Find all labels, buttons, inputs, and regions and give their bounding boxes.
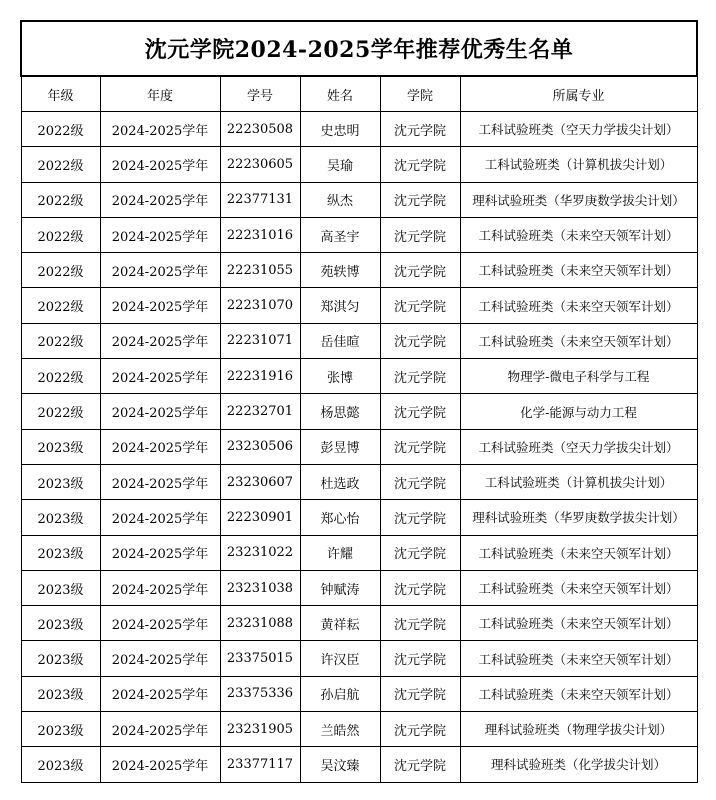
cell-college: 沈元学院 bbox=[380, 429, 460, 464]
cell-year: 2024-2025学年 bbox=[100, 747, 220, 782]
cell-name: 杜选政 bbox=[300, 464, 380, 499]
cell-student-id: 22231916 bbox=[220, 359, 300, 394]
cell-college: 沈元学院 bbox=[380, 288, 460, 323]
cell-year: 2024-2025学年 bbox=[100, 217, 220, 252]
table-row bbox=[21, 147, 697, 182]
table-row bbox=[21, 429, 697, 464]
cell-grade: 2022级 bbox=[21, 147, 100, 182]
cell-student-id: 22230605 bbox=[220, 147, 300, 182]
table-row bbox=[21, 535, 697, 570]
cell-year: 2024-2025学年 bbox=[100, 500, 220, 535]
cell-name: 兰皓然 bbox=[300, 712, 380, 747]
cell-college: 沈元学院 bbox=[380, 359, 460, 394]
cell-college: 沈元学院 bbox=[380, 570, 460, 605]
cell-major: 理科试验班类（物理学拔尖计划） bbox=[460, 712, 697, 747]
table-row bbox=[21, 394, 697, 429]
cell-grade: 2023级 bbox=[21, 429, 100, 464]
cell-major: 工科试验班类（未来空天领军计划） bbox=[460, 288, 697, 323]
cell-major: 工科试验班类（未来空天领军计划） bbox=[460, 641, 697, 676]
cell-grade: 2023级 bbox=[21, 535, 100, 570]
cell-college: 沈元学院 bbox=[380, 147, 460, 182]
cell-student-id: 23375336 bbox=[220, 676, 300, 711]
cell-grade: 2022级 bbox=[21, 359, 100, 394]
cell-major: 工科试验班类（计算机拔尖计划） bbox=[460, 464, 697, 499]
cell-name: 郑淇匀 bbox=[300, 288, 380, 323]
cell-grade: 2023级 bbox=[21, 676, 100, 711]
cell-grade: 2022级 bbox=[21, 182, 100, 217]
cell-name: 黄祥耘 bbox=[300, 606, 380, 641]
cell-grade: 2022级 bbox=[21, 323, 100, 358]
table-row bbox=[21, 712, 697, 747]
cell-college: 沈元学院 bbox=[380, 712, 460, 747]
cell-student-id: 23231022 bbox=[220, 535, 300, 570]
table-row bbox=[21, 112, 697, 147]
table-row bbox=[21, 464, 697, 499]
header-major: 所属专业 bbox=[460, 76, 697, 112]
student-list-table bbox=[20, 20, 698, 783]
cell-year: 2024-2025学年 bbox=[100, 112, 220, 147]
cell-grade: 2022级 bbox=[21, 288, 100, 323]
cell-grade: 2023级 bbox=[21, 712, 100, 747]
cell-student-id: 22230508 bbox=[220, 112, 300, 147]
cell-year: 2024-2025学年 bbox=[100, 641, 220, 676]
cell-college: 沈元学院 bbox=[380, 182, 460, 217]
cell-college: 沈元学院 bbox=[380, 323, 460, 358]
cell-grade: 2023级 bbox=[21, 500, 100, 535]
cell-year: 2024-2025学年 bbox=[100, 359, 220, 394]
cell-major: 工科试验班类（未来空天领军计划） bbox=[460, 570, 697, 605]
header-grade: 年级 bbox=[21, 76, 100, 112]
cell-major: 工科试验班类（未来空天领军计划） bbox=[460, 676, 697, 711]
header-year: 年度 bbox=[100, 76, 220, 112]
page-title: 沈元学院2024-2025学年推荐优秀生名单 bbox=[21, 21, 697, 76]
cell-college: 沈元学院 bbox=[380, 641, 460, 676]
cell-major: 工科试验班类（未来空天领军计划） bbox=[460, 535, 697, 570]
cell-name: 孙启航 bbox=[300, 676, 380, 711]
cell-college: 沈元学院 bbox=[380, 500, 460, 535]
cell-name: 吴汶臻 bbox=[300, 747, 380, 782]
cell-major: 化学-能源与动力工程 bbox=[460, 394, 697, 429]
cell-student-id: 23375015 bbox=[220, 641, 300, 676]
cell-year: 2024-2025学年 bbox=[100, 323, 220, 358]
cell-student-id: 23231905 bbox=[220, 712, 300, 747]
cell-grade: 2023级 bbox=[21, 606, 100, 641]
cell-college: 沈元学院 bbox=[380, 606, 460, 641]
cell-name: 许汉臣 bbox=[300, 641, 380, 676]
cell-major: 工科试验班类（空天力学拔尖计划） bbox=[460, 112, 697, 147]
cell-year: 2024-2025学年 bbox=[100, 676, 220, 711]
cell-grade: 2023级 bbox=[21, 747, 100, 782]
cell-name: 苑轶博 bbox=[300, 253, 380, 288]
cell-name: 张博 bbox=[300, 359, 380, 394]
cell-college: 沈元学院 bbox=[380, 394, 460, 429]
cell-student-id: 23231088 bbox=[220, 606, 300, 641]
cell-year: 2024-2025学年 bbox=[100, 253, 220, 288]
cell-major: 理科试验班类（华罗庚数学拔尖计划） bbox=[460, 500, 697, 535]
cell-student-id: 23230607 bbox=[220, 464, 300, 499]
cell-year: 2024-2025学年 bbox=[100, 288, 220, 323]
cell-student-id: 23377117 bbox=[220, 747, 300, 782]
cell-grade: 2022级 bbox=[21, 217, 100, 252]
cell-student-id: 22231016 bbox=[220, 217, 300, 252]
cell-year: 2024-2025学年 bbox=[100, 535, 220, 570]
cell-name: 钟赋涛 bbox=[300, 570, 380, 605]
cell-college: 沈元学院 bbox=[380, 676, 460, 711]
cell-student-id: 22377131 bbox=[220, 182, 300, 217]
cell-college: 沈元学院 bbox=[380, 217, 460, 252]
cell-grade: 2022级 bbox=[21, 253, 100, 288]
cell-year: 2024-2025学年 bbox=[100, 606, 220, 641]
cell-grade: 2023级 bbox=[21, 464, 100, 499]
table-row bbox=[21, 500, 697, 535]
cell-name: 郑心怡 bbox=[300, 500, 380, 535]
cell-student-id: 22231055 bbox=[220, 253, 300, 288]
table-row bbox=[21, 253, 697, 288]
table-row bbox=[21, 288, 697, 323]
cell-student-id: 22231070 bbox=[220, 288, 300, 323]
cell-major: 工科试验班类（未来空天领军计划） bbox=[460, 217, 697, 252]
cell-student-id: 22232701 bbox=[220, 394, 300, 429]
cell-name: 许耀 bbox=[300, 535, 380, 570]
header-name: 姓名 bbox=[300, 76, 380, 112]
cell-major: 物理学-微电子科学与工程 bbox=[460, 359, 697, 394]
cell-year: 2024-2025学年 bbox=[100, 712, 220, 747]
cell-name: 杨思懿 bbox=[300, 394, 380, 429]
cell-year: 2024-2025学年 bbox=[100, 570, 220, 605]
cell-student-id: 23231038 bbox=[220, 570, 300, 605]
cell-major: 工科试验班类（未来空天领军计划） bbox=[460, 323, 697, 358]
table-row bbox=[21, 676, 697, 711]
cell-major: 工科试验班类（计算机拔尖计划） bbox=[460, 147, 697, 182]
cell-grade: 2023级 bbox=[21, 641, 100, 676]
cell-year: 2024-2025学年 bbox=[100, 429, 220, 464]
cell-college: 沈元学院 bbox=[380, 464, 460, 499]
cell-grade: 2023级 bbox=[21, 570, 100, 605]
cell-college: 沈元学院 bbox=[380, 253, 460, 288]
table-row bbox=[21, 217, 697, 252]
cell-name: 纵杰 bbox=[300, 182, 380, 217]
table-row bbox=[21, 182, 697, 217]
cell-major: 工科试验班类（空天力学拔尖计划） bbox=[460, 429, 697, 464]
cell-name: 岳佳暄 bbox=[300, 323, 380, 358]
cell-year: 2024-2025学年 bbox=[100, 147, 220, 182]
cell-major: 理科试验班类（化学拔尖计划） bbox=[460, 747, 697, 782]
table-row bbox=[21, 570, 697, 605]
cell-name: 史忠明 bbox=[300, 112, 380, 147]
table-row bbox=[21, 323, 697, 358]
cell-year: 2024-2025学年 bbox=[100, 182, 220, 217]
cell-major: 工科试验班类（未来空天领军计划） bbox=[460, 606, 697, 641]
cell-name: 高圣宇 bbox=[300, 217, 380, 252]
table-body bbox=[21, 112, 697, 783]
cell-college: 沈元学院 bbox=[380, 747, 460, 782]
cell-college: 沈元学院 bbox=[380, 112, 460, 147]
header-student-id: 学号 bbox=[220, 76, 300, 112]
table-row bbox=[21, 747, 697, 782]
cell-major: 工科试验班类（未来空天领军计划） bbox=[460, 253, 697, 288]
cell-grade: 2022级 bbox=[21, 394, 100, 429]
cell-year: 2024-2025学年 bbox=[100, 464, 220, 499]
cell-grade: 2022级 bbox=[21, 112, 100, 147]
table-row bbox=[21, 359, 697, 394]
cell-name: 吴瑜 bbox=[300, 147, 380, 182]
table-row bbox=[21, 641, 697, 676]
header-college: 学院 bbox=[380, 76, 460, 112]
cell-major: 理科试验班类（华罗庚数学拔尖计划） bbox=[460, 182, 697, 217]
cell-year: 2024-2025学年 bbox=[100, 394, 220, 429]
cell-student-id: 23230506 bbox=[220, 429, 300, 464]
header-row bbox=[21, 76, 697, 112]
cell-student-id: 22231071 bbox=[220, 323, 300, 358]
cell-student-id: 22230901 bbox=[220, 500, 300, 535]
cell-name: 彭昱博 bbox=[300, 429, 380, 464]
table-row bbox=[21, 606, 697, 641]
cell-college: 沈元学院 bbox=[380, 535, 460, 570]
